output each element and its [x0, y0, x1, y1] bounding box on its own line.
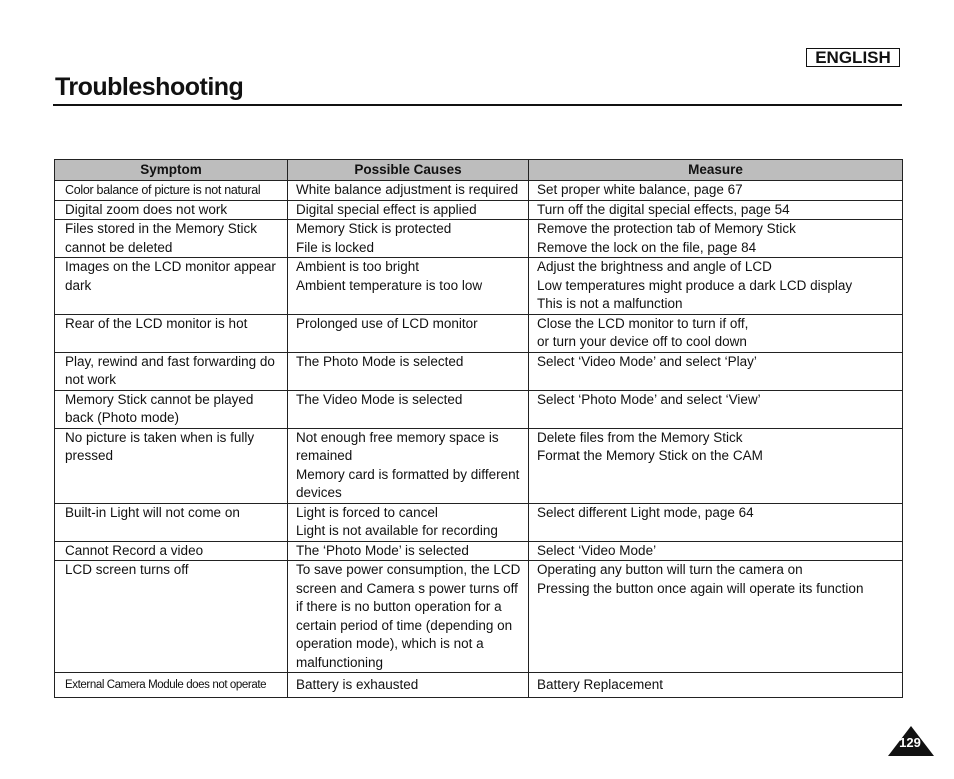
symptom-cell: Color balance of picture is not natural: [55, 181, 288, 201]
measure-cell: Set proper white balance, page 67: [529, 181, 903, 201]
table-row: [55, 503, 903, 541]
page-title: Troubleshooting: [55, 73, 244, 101]
measure-cell: Remove the protection tab of Memory Stick Remove the lock on the file, page 84: [529, 220, 903, 258]
symptom-cell: Images on the LCD monitor appear dark: [55, 258, 288, 315]
measure-cell: Turn off the digital special effects, page 54: [529, 200, 903, 220]
cause-cell: The Video Mode is selected: [288, 390, 529, 428]
language-badge: ENGLISH: [806, 48, 900, 67]
cause-cell: To save power consumption, the LCD screen and Camera s power turns off if there is no button operation for a certain period of time (depending on operation mode), which is not a malfunctioning: [288, 561, 529, 673]
title-divider: [53, 104, 902, 106]
table-row: [55, 220, 903, 258]
cause-cell: White balance adjustment is required: [288, 181, 529, 201]
table-row: [55, 314, 903, 352]
measure-cell: Select ‘Photo Mode’ and select ‘View’: [529, 390, 903, 428]
table-row: [55, 200, 903, 220]
cause-cell: Digital special effect is applied: [288, 200, 529, 220]
cause-cell: Battery is exhausted: [288, 673, 529, 698]
column-header-symptom: Symptom: [55, 160, 288, 181]
cause-cell: The Photo Mode is selected: [288, 352, 529, 390]
table-row: [55, 673, 903, 698]
page-number: 129: [899, 735, 921, 750]
troubleshooting-table: [54, 159, 903, 698]
cause-cell: Not enough free memory space is remained Memory card is formatted by different devices: [288, 428, 529, 503]
table-row: [55, 428, 903, 503]
cause-cell: Light is forced to cancel Light is not available for recording: [288, 503, 529, 541]
table-row: [55, 258, 903, 315]
measure-cell: Adjust the brightness and angle of LCD Low temperatures might produce a dark LCD display This is not a malfunction: [529, 258, 903, 315]
table-row: [55, 390, 903, 428]
symptom-cell: Files stored in the Memory Stick cannot be deleted: [55, 220, 288, 258]
measure-cell: Delete files from the Memory Stick Format the Memory Stick on the CAM: [529, 428, 903, 503]
symptom-cell: Built-in Light will not come on: [55, 503, 288, 541]
measure-cell: Close the LCD monitor to turn if off, or turn your device off to cool down: [529, 314, 903, 352]
cause-cell: Memory Stick is protected File is locked: [288, 220, 529, 258]
measure-cell: Select ‘Video Mode’: [529, 541, 903, 561]
table-row: [55, 541, 903, 561]
symptom-cell: LCD screen turns off: [55, 561, 288, 673]
symptom-cell: External Camera Module does not operate: [55, 673, 288, 698]
column-header-measure: Measure: [529, 160, 903, 181]
symptom-cell: Digital zoom does not work: [55, 200, 288, 220]
symptom-cell: Play, rewind and fast forwarding do not work: [55, 352, 288, 390]
table-row: [55, 181, 903, 201]
cause-cell: Ambient is too bright Ambient temperature is too low: [288, 258, 529, 315]
measure-cell: Select ‘Video Mode’ and select ‘Play’: [529, 352, 903, 390]
symptom-cell: Cannot Record a video: [55, 541, 288, 561]
measure-cell: Battery Replacement: [529, 673, 903, 698]
symptom-cell: No picture is taken when is fully pressed: [55, 428, 288, 503]
column-header-causes: Possible Causes: [288, 160, 529, 181]
measure-cell: Select different Light mode, page 64: [529, 503, 903, 541]
cause-cell: The ‘Photo Mode’ is selected: [288, 541, 529, 561]
table-header-row: [55, 160, 903, 181]
table-row: [55, 561, 903, 673]
symptom-cell: Rear of the LCD monitor is hot: [55, 314, 288, 352]
measure-cell: Operating any button will turn the camera on Pressing the button once again will operate its function: [529, 561, 903, 673]
table-row: [55, 352, 903, 390]
symptom-cell: Memory Stick cannot be played back (Photo mode): [55, 390, 288, 428]
cause-cell: Prolonged use of LCD monitor: [288, 314, 529, 352]
